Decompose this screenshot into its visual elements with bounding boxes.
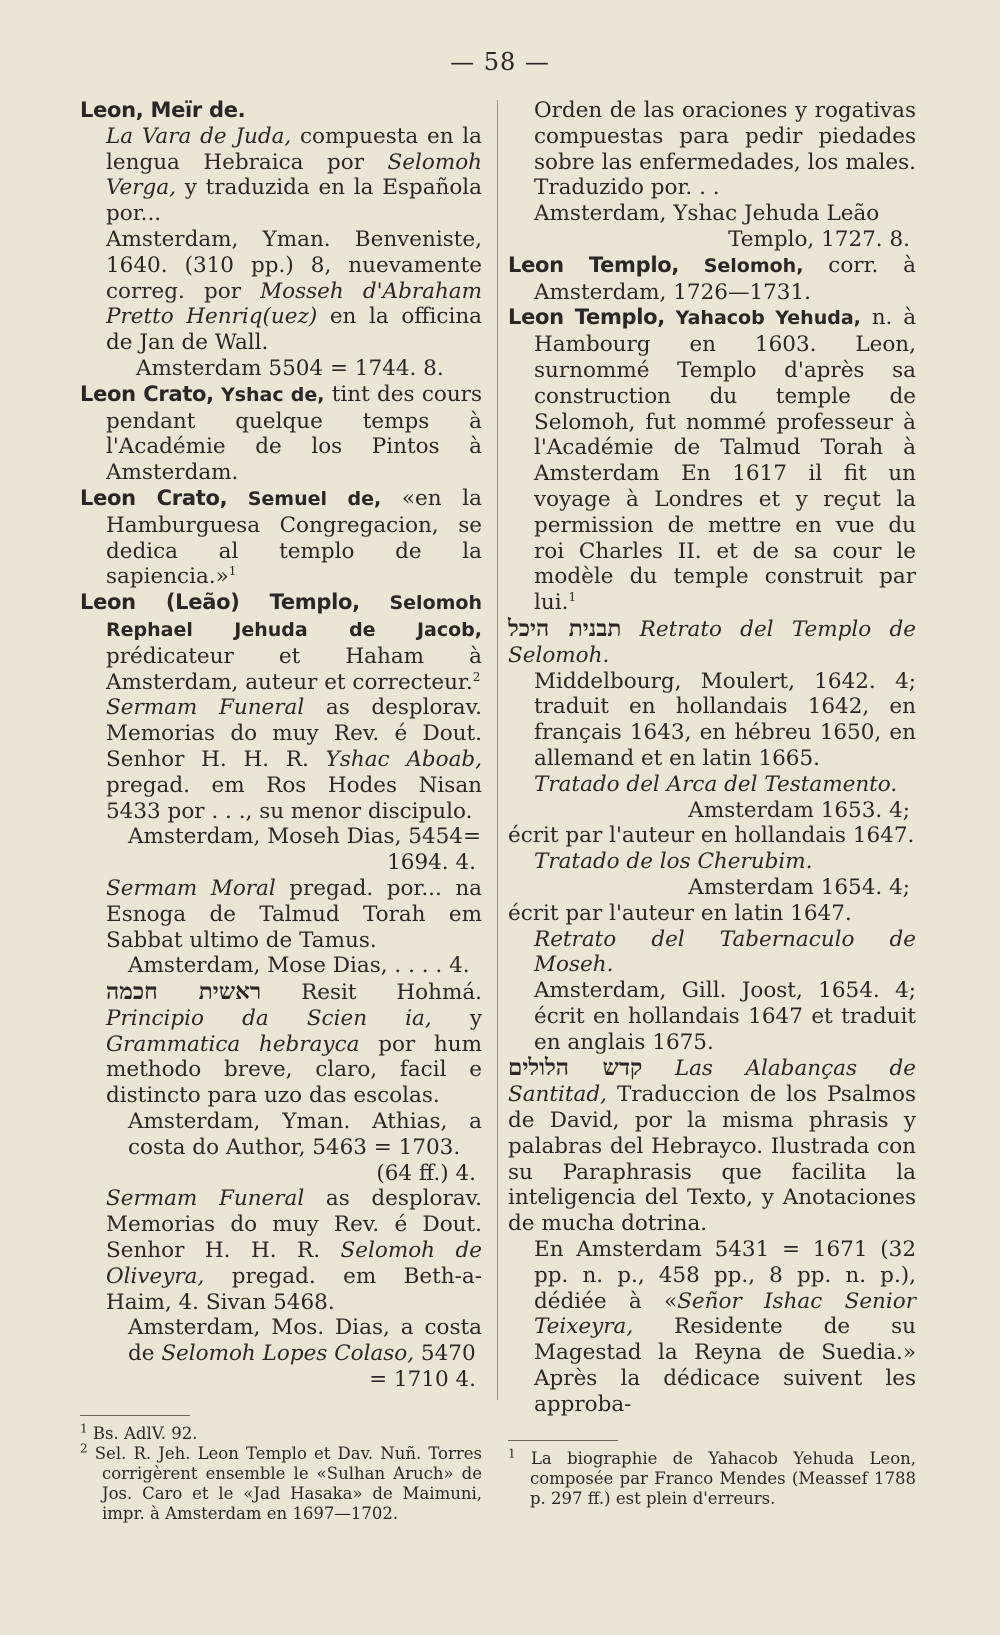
imprint: Amsterdam, Gill. Joost, 1654. 4; écrit en hollandais 1647 et traduit en anglais 1675. — [534, 978, 916, 1055]
imprint: Amsterdam 1653. 4; — [688, 797, 910, 823]
footnote-number: 1 — [80, 1421, 88, 1436]
column-divider — [497, 100, 498, 1400]
entry-heading: Leon, Meïr de. — [80, 98, 246, 122]
entry-text: corr. à Amsterdam, 1726—1731. — [534, 252, 916, 305]
entry-text: Traduccion de los Psalmos de David, por la misma phrasis y palabras del Hebrayco. Ilustrada con su Paraphrasis que facilita la inteligencia del Texto, y Anotaciones de mucha dotrina. — [508, 1082, 916, 1237]
work-resit-hohma — [80, 979, 482, 1186]
entry-text: écrit par l'auteur en latin 1647. — [508, 900, 852, 926]
entry-subheading: Semuel de, — [227, 487, 382, 510]
entry-text: Residente de su Magestad la Reyna de Suedia.» Après la dédicace suivent les approba- — [534, 1314, 916, 1417]
entry-leon-templo-selomoh — [508, 253, 916, 306]
entry-text: «en la Hamburguesa Congregacion, se dedica al templo de la sapiencia.» — [106, 485, 482, 590]
right-column — [508, 98, 916, 1509]
imprint: Templo, 1727. 8. — [728, 226, 910, 252]
entry-text: as desplorav. Memorias do muy Rev. é Dout. Senhor H. H. R. — [106, 1186, 482, 1264]
imprint: Amsterdam, Yman. Benveniste, 1640. (310 pp.) 8, nuevamente correg. por — [106, 226, 482, 304]
entry-leon-meir — [80, 98, 482, 382]
imprint: Amsterdam, Moseh Dias, 5454= — [128, 824, 481, 850]
footnote-marker: 1 — [568, 589, 577, 604]
work-alabancas-santitad — [508, 1055, 916, 1417]
entry-text: Resit Hohmá. — [261, 980, 482, 1006]
entry-text: y — [431, 1005, 483, 1031]
footnote-1 — [80, 1421, 482, 1444]
work-title: La Vara de Juda, — [106, 123, 292, 149]
entry-subheading: Yahacob Yehuda, — [665, 307, 861, 330]
entry-text: tint des cours pendant quelque temps à l'Académie de los Pintos à Amsterdam. — [106, 381, 482, 486]
entry-text: por hum methodo breve, claro, facil e distincto para uzo das escolas. — [106, 1031, 483, 1109]
work-title: Grammatica hebrayca — [106, 1031, 360, 1057]
entry-leon-crato-semuel — [80, 486, 482, 590]
editor-name: Mosseh d'Abraham Pretto Henriq(uez) — [106, 278, 482, 330]
footnote-text: La biographie de Yahacob Yehuda Leon, composée par Franco Mendes (Meassef 1788 p. 297 ff.) est plein d'erreurs. — [515, 1448, 916, 1508]
person-name: Yshac Aboab, — [325, 746, 482, 772]
entry-text: y traduzida en la Española por... — [106, 175, 482, 227]
imprint: Amsterdam, Mose Dias, . . . . 4. — [128, 953, 470, 979]
author-name: Selomoh Verga, — [106, 149, 482, 201]
work-sermam-moral — [80, 876, 482, 979]
work-sermam-funeral-2 — [80, 1186, 482, 1392]
work-retrato-templo — [508, 616, 916, 772]
work-orden-oraciones — [508, 98, 916, 253]
entry-text: écrit par l'auteur en hollandais 1647. — [508, 823, 915, 849]
entry-subheading: Yshac de, — [213, 383, 325, 406]
hebrew-title: ראשית חכמה — [106, 978, 262, 1006]
hebrew-title: תבנית היכל — [508, 614, 622, 642]
work-title: Tratado de los Cherubim. — [534, 849, 813, 875]
entry-heading: Leon Templo, — [508, 252, 680, 277]
person-name: Selomoh Lopes Colaso, — [161, 1341, 415, 1367]
entry-text: as desplorav. Memorias do muy Rev. é Dout. Senhor H. H. R. — [106, 695, 482, 772]
entry-text: n. à Hambourg en 1603. Leon, surnommé Templo d'après sa construction du temple de Selomoh, fut nommé professeur à l'Académie de Talmud Torah à Amsterdam En 1617 il fit un voyage à Londres et y reçut la permission de mettre en vue du roi Charles II. et de sa cour le modèle du temple construit par lui. — [534, 305, 917, 616]
imprint: Amsterdam 5504 = 1744. 8. — [136, 355, 444, 381]
entry-text: Orden de las oraciones y rogativas compuestas para pedir piedades sobre las enfermedades, los males. Traduzido por. . . — [534, 98, 916, 201]
imprint: 5470 — [414, 1341, 476, 1367]
entry-text: en la officina de Jan de Wall. — [106, 304, 482, 356]
entry-subheading: Selomoh Rephael Jehuda de Jacob, — [106, 592, 482, 641]
footnote-marker: 1 — [228, 564, 237, 579]
entry-heading: Leon Crato, — [80, 485, 228, 510]
footnote-2 — [80, 1441, 482, 1524]
entry-text: pregad. por... na Esnoga de Talmud Torah em Sabbat ultimo de Tamus. — [106, 875, 482, 953]
page-number: — 58 — — [450, 48, 550, 76]
hebrew-title: קדש הלולים — [508, 1054, 643, 1082]
person-name: Selomoh de Oliveyra, — [106, 1238, 482, 1289]
entry-leon-templo-yahacob — [508, 305, 916, 616]
left-footnotes — [80, 1415, 482, 1524]
work-title: Retrato del Templo de Selomoh. — [508, 616, 916, 668]
footnote-text: Bs. AdlV. 92. — [87, 1423, 198, 1443]
work-title: Retrato del Tabernaculo de Moseh. — [534, 926, 916, 978]
footnote-rule — [80, 1415, 190, 1416]
work-title: Sermam Funeral — [106, 695, 305, 721]
imprint: Amsterdam, Yshac Jehuda Leão — [534, 201, 880, 227]
work-title: Las Alabanças de Santitad, — [508, 1056, 916, 1108]
imprint: Amsterdam, Mos. Dias, a costa de — [128, 1315, 482, 1367]
imprint: Amsterdam 1654. 4; — [688, 874, 910, 900]
entry-leon-crato-yshac — [80, 382, 482, 486]
work-title: Principio da Scien ia, — [106, 1005, 432, 1031]
right-footnotes — [508, 1440, 916, 1509]
entry-text: pregad. em Ros Hodes Nisan 5433 por . . ., su menor discipulo. — [106, 772, 482, 824]
footnote-text: Sel. R. Jeh. Leon Templo et Dav. Nuñ. Torres corrigèrent ensemble le «Sulhan Aruch» de Jos. Caro et le «Jad Hasaka» de Maimuni, impr. à Amsterdam en 1697—1702. — [87, 1443, 482, 1523]
work-tratado-arca — [508, 772, 916, 849]
work-title: Tratado del Arca del Testamento. — [534, 771, 898, 797]
footnote-number: 1 — [508, 1446, 516, 1461]
entry-text: prédicateur et Haham à Amsterdam, auteur et correcteur. — [106, 643, 482, 695]
work-sermam-funeral-1 — [80, 695, 482, 876]
work-title: Sermam Funeral — [106, 1186, 305, 1212]
work-title: Sermam Moral — [106, 875, 276, 901]
entry-heading: Leon Templo, — [508, 305, 665, 330]
entry-heading: Leon Crato, — [80, 381, 214, 406]
footnote-1 — [508, 1446, 916, 1509]
left-column — [80, 98, 482, 1524]
person-name: Señor Ishac Senior Teixeyra, — [534, 1288, 916, 1340]
entry-heading: Leon (Leão) Templo, — [80, 590, 360, 615]
entry-leon-templo-selomoh-rephael — [80, 590, 482, 695]
entry-text: pregad. em Beth-a-Haim, 4. Sivan 5468. — [106, 1263, 482, 1315]
imprint: Middelbourg, Moulert, 1642. 4; traduit en hollandais 1642, en français 1643, en hébreu 1650, en allemand et en latin 1665. — [534, 668, 916, 771]
imprint: (64 ff.) 4. — [376, 1160, 476, 1186]
footnote-marker: 2 — [472, 669, 481, 684]
work-retrato-tabernaculo — [508, 927, 916, 1056]
imprint: Amsterdam, Yman. Athias, a costa do Author, 5463 = 1703. — [128, 1109, 482, 1160]
entry-subheading: Selomoh, — [679, 254, 804, 277]
imprint: 1694. 4. — [387, 850, 476, 876]
work-tratado-cherubim — [508, 849, 916, 926]
imprint: En Amsterdam 5431 = 1671 (32 pp. n. p., 458 pp., 8 pp. n. p.), dédiée à « — [534, 1237, 916, 1314]
footnote-number: 2 — [80, 1441, 88, 1456]
footnote-rule — [508, 1440, 618, 1441]
entry-text: compuesta en la lengua Hebraica por — [106, 123, 482, 175]
imprint: = 1710 4. — [369, 1367, 476, 1393]
